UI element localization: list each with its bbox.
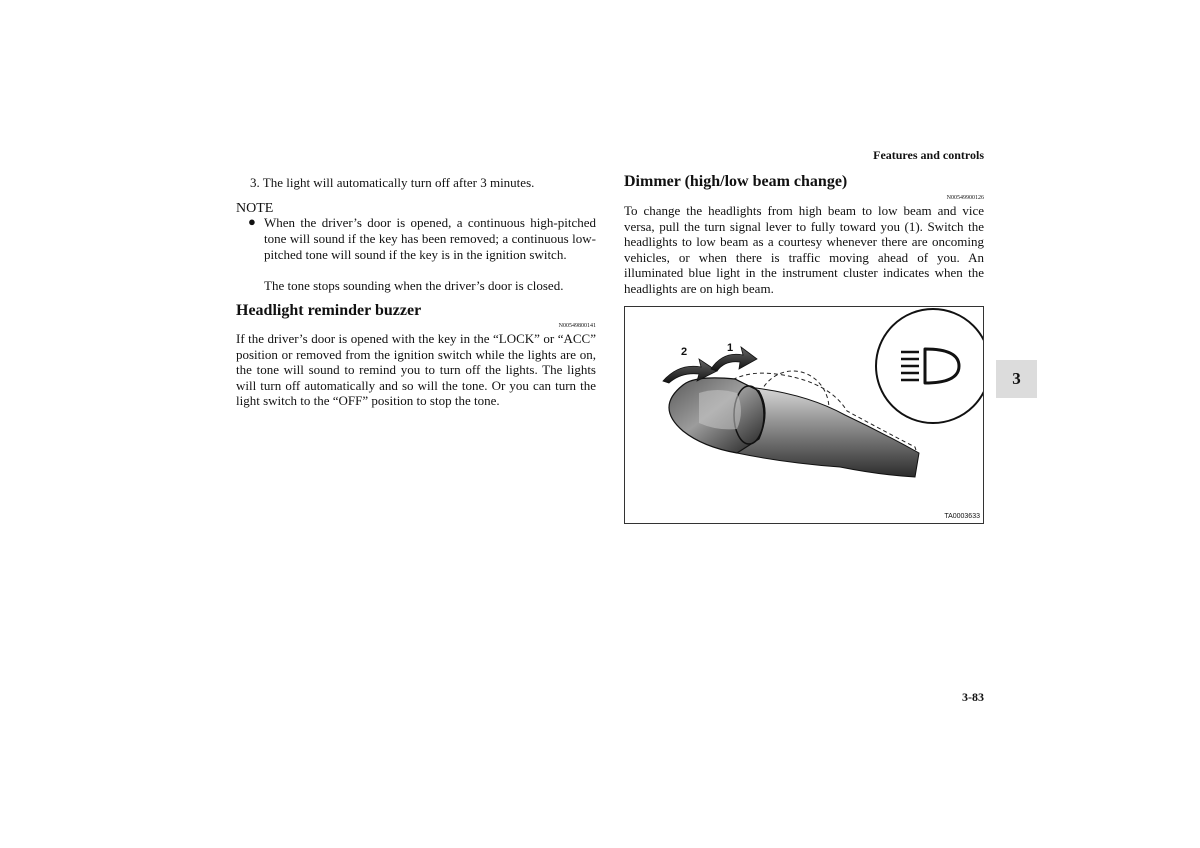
- turn-signal-lever-illustration: [625, 307, 983, 523]
- step-3-text: 3. The light will automatically turn off after 3 minutes.: [250, 175, 535, 190]
- section-code-right: N00549900126: [946, 195, 984, 201]
- dimmer-heading: Dimmer (high/low beam change): [624, 173, 848, 190]
- note-text: When the driver’s door is opened, a continuous high-pitched tone will sound if the key has been removed; a continuous low-pitched tone will sound if the key is in the ignition switch.: [264, 215, 596, 262]
- high-beam-icon: [876, 309, 983, 423]
- figure-label-1: 1: [727, 342, 734, 354]
- figure-code: TA0003633: [944, 513, 980, 520]
- dimmer-paragraph: To change the headlights from high beam to low beam and vice versa, pull the turn signal lever to fully toward you (1). Switch the headlights to low beam as a courtesy whenever there are oncoming vehicles, or when there is traffic moving ahead of you. An illuminated blue light in the instrument cluster indicates when the headlights are on high beam.: [624, 203, 984, 296]
- bullet-icon: ●: [248, 214, 256, 229]
- headlight-reminder-paragraph: If the driver’s door is opened with the key in the “LOCK” or “ACC” position or removed from the ignition switch while the lights are on, the tone will sound to remind you to turn off the lights. The lights will turn off automatically and so will the tone. Or you can turn the light switch to the “OFF” position to stop the tone.: [236, 331, 596, 409]
- page-number: 3-83: [962, 690, 984, 704]
- figure-label-2: 2: [681, 346, 688, 358]
- headlight-reminder-heading: Headlight reminder buzzer: [236, 302, 422, 319]
- note-subtext: The tone stops sounding when the driver’s door is closed.: [264, 278, 564, 293]
- lever-figure: [624, 306, 984, 524]
- chapter-tab: 3: [996, 360, 1037, 398]
- pull-arrow-1: [711, 347, 757, 371]
- note-label: NOTE: [236, 201, 274, 216]
- section-title: Features and controls: [873, 148, 984, 162]
- lever-highlight: [699, 390, 741, 429]
- section-code-left: N00549800141: [558, 323, 596, 329]
